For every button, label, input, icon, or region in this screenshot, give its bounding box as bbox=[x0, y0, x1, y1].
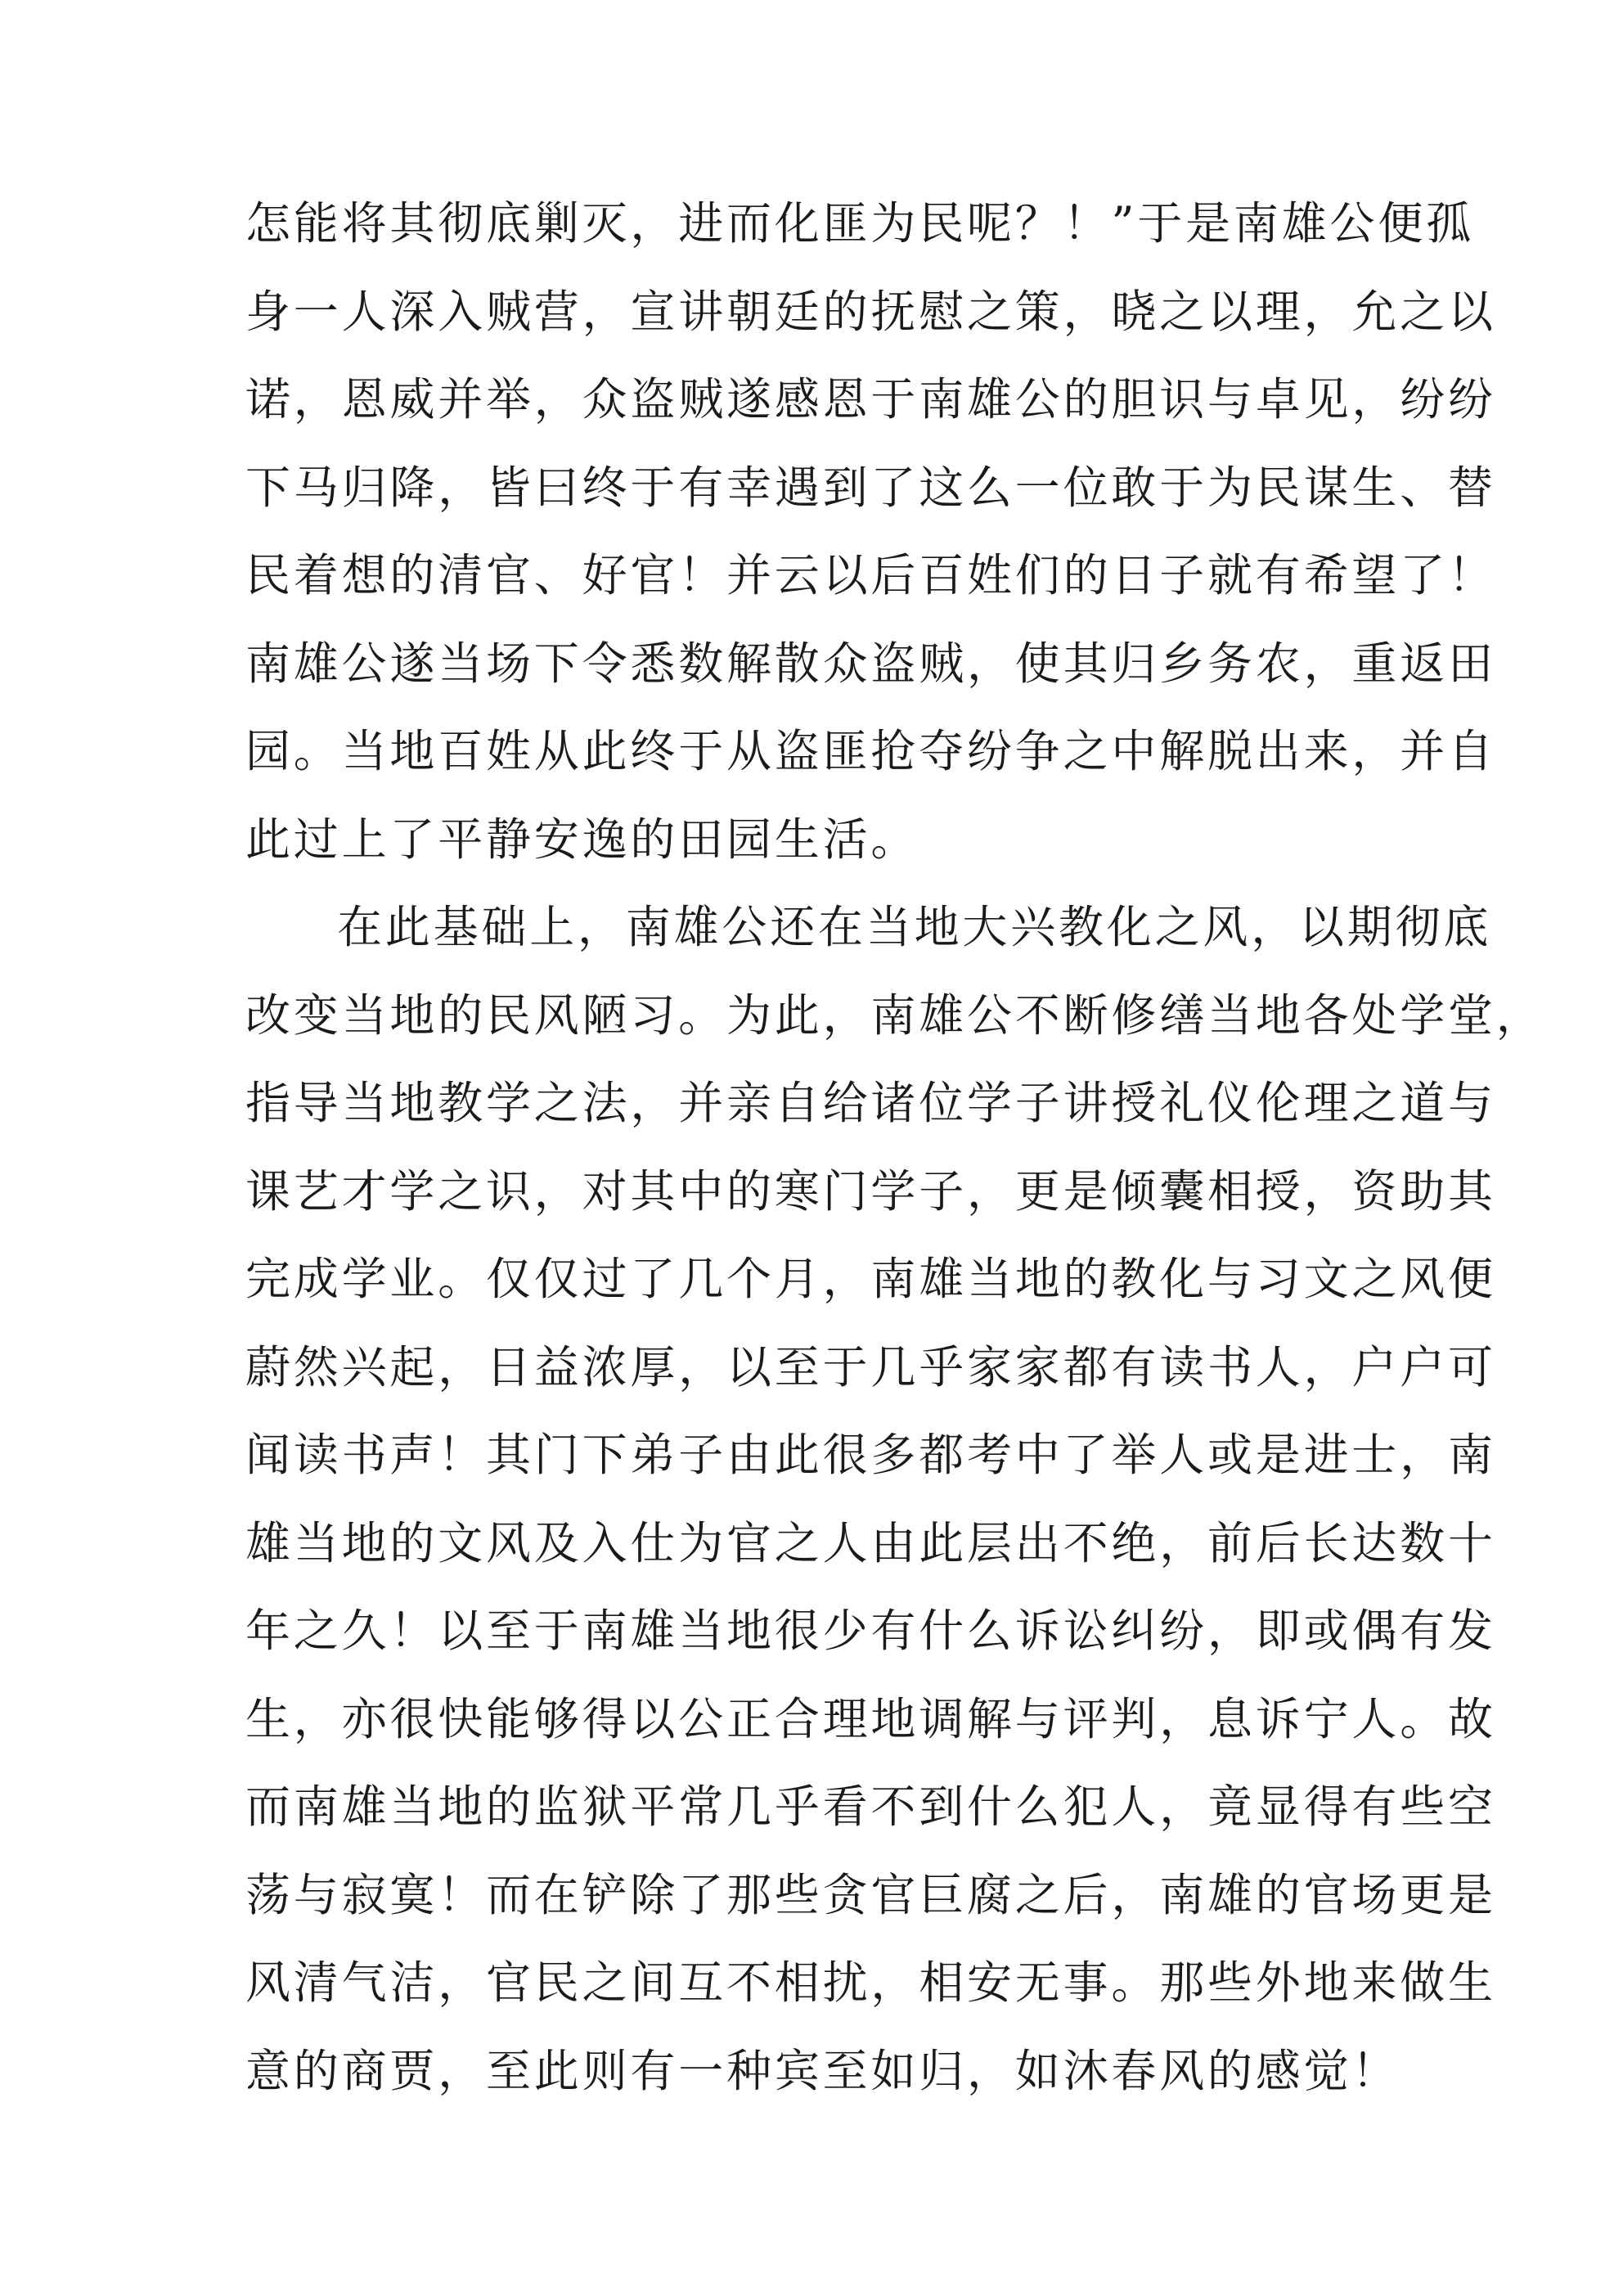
text-line: 在此基础上，南雄公还在当地大兴教化之风，以期彻底 bbox=[337, 901, 1492, 953]
text-line: 南雄公遂当场下令悉数解散众盗贼，使其归乡务农，重返田 bbox=[245, 637, 1496, 690]
text-line: 园。当地百姓从此终于从盗匪抢夺纷争之中解脱出来，并自 bbox=[245, 725, 1496, 777]
text-line: 雄当地的文风及入仕为官之人由此层出不绝，前后长达数十 bbox=[245, 1516, 1496, 1569]
text-line: 完成学业。仅仅过了几个月，南雄当地的教化与习文之风便 bbox=[245, 1253, 1496, 1305]
paragraph-1 bbox=[245, 180, 1496, 884]
text-line: 身一人深入贼营，宣讲朝廷的抚慰之策，晓之以理，允之以 bbox=[245, 285, 1496, 338]
text-line: 风清气洁，官民之间互不相扰，相安无事。那些外地来做生 bbox=[245, 1956, 1496, 2009]
text-line: 荡与寂寞！而在铲除了那些贪官巨腐之后，南雄的官场更是 bbox=[245, 1868, 1496, 1921]
text-line: 此过上了平静安逸的田园生活。 bbox=[245, 813, 919, 866]
text-line: 生，亦很快能够得以公正合理地调解与评判，息诉宁人。故 bbox=[245, 1692, 1496, 1745]
text-line: 课艺才学之识，对其中的寒门学子，更是倾囊相授，资助其 bbox=[245, 1164, 1496, 1218]
paragraph-2 bbox=[245, 884, 1544, 2115]
text-line: 怎能将其彻底剿灭，进而化匪为民呢？！”于是南雄公便孤 bbox=[245, 197, 1474, 250]
text-line: 而南雄当地的监狱平常几乎看不到什么犯人，竟显得有些空 bbox=[245, 1781, 1496, 1833]
body-text bbox=[245, 180, 1544, 2115]
text-line: 下马归降，皆曰终于有幸遇到了这么一位敢于为民谋生、替 bbox=[245, 461, 1496, 514]
text-line: 蔚然兴起，日益浓厚，以至于几乎家家都有读书人，户户可 bbox=[245, 1340, 1496, 1393]
text-line: 意的商贾，至此则有一种宾至如归，如沐春风的感觉！ bbox=[245, 2044, 1400, 2097]
text-line: 诺，恩威并举，众盗贼遂感恩于南雄公的胆识与卓见，纷纷 bbox=[245, 373, 1496, 425]
text-line: 指导当地教学之法，并亲自给诸位学子讲授礼仪伦理之道与 bbox=[245, 1077, 1496, 1129]
text-line: 改变当地的民风陋习。为此，南雄公不断修缮当地各处学堂， bbox=[245, 988, 1544, 1042]
text-line: 闻读书声！其门下弟子由此很多都考中了举人或是进士，南 bbox=[245, 1429, 1496, 1481]
text-line: 民着想的清官、好官！并云以后百姓们的日子就有希望了！ bbox=[245, 549, 1496, 601]
text-line: 年之久！以至于南雄当地很少有什么诉讼纠纷，即或偶有发 bbox=[245, 1605, 1496, 1657]
